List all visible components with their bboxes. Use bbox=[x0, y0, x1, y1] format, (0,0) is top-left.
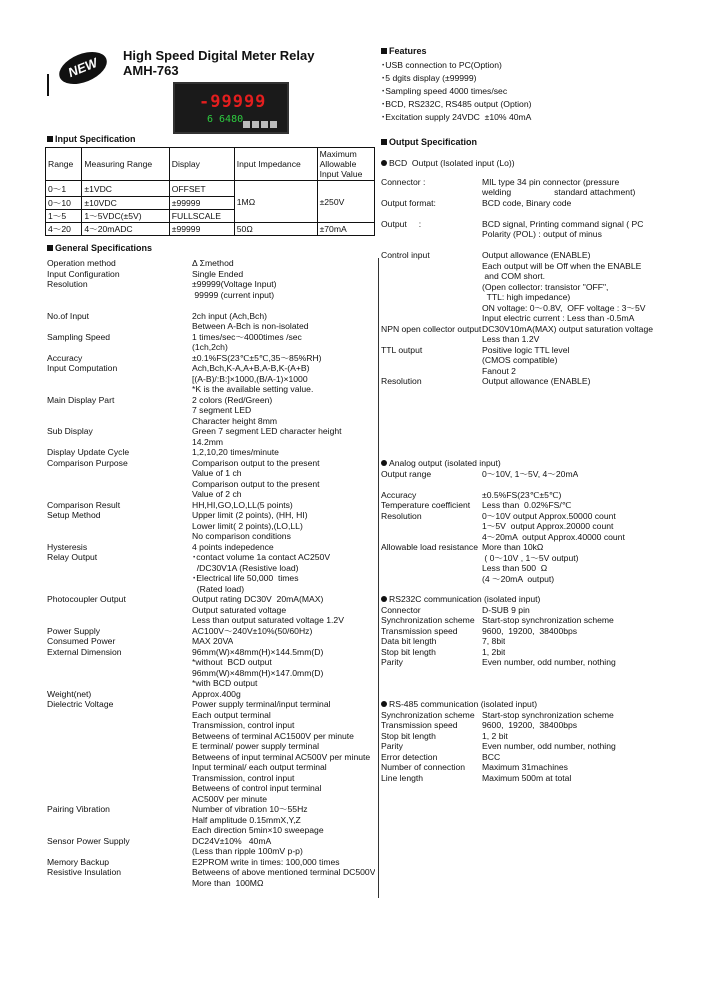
bcd-spec-row bbox=[381, 324, 701, 345]
rs485-spec-value: 1, 2 bit bbox=[482, 730, 508, 741]
rs485-spec-row bbox=[381, 720, 701, 731]
general-spec-label: External Dimension bbox=[47, 646, 122, 657]
bcd-spec-value: Output allowance (ENABLE) bbox=[482, 376, 591, 386]
rs485-spec-value: BCC bbox=[482, 751, 501, 762]
general-spec-label: Sampling Speed bbox=[47, 331, 111, 342]
general-spec-label: Relay Output bbox=[47, 552, 98, 562]
title-line-2: AMH-763 bbox=[123, 63, 179, 78]
new-badge: NEW bbox=[55, 46, 112, 91]
rs485-section bbox=[381, 699, 701, 783]
bcd-spec-row bbox=[381, 208, 701, 219]
general-spec-row bbox=[47, 647, 377, 689]
rs485-spec-value: Start-stop synchronization scheme bbox=[482, 709, 614, 720]
general-spec-label: Hysteresis bbox=[47, 541, 88, 552]
bcd-spec-label: TTL output bbox=[381, 344, 423, 355]
feature-item: ･5 dgits display (±99999) bbox=[381, 73, 477, 83]
rs232-spec-row bbox=[381, 626, 701, 637]
general-spec-value: Green 7 segment LED character height 14.2mm bbox=[192, 426, 342, 447]
bcd-spec-row bbox=[381, 376, 701, 387]
general-spec-value: 1,2,10,20 times/minute bbox=[192, 447, 279, 457]
rs485-spec-label: Number of connection bbox=[381, 762, 466, 772]
general-spec-value: HH,HI,GO,LO,LL(5 points) bbox=[192, 499, 293, 510]
input-spec-heading: Input Specification bbox=[47, 134, 136, 144]
general-spec-label: Sub Display bbox=[47, 426, 93, 436]
general-spec-label: Power Supply bbox=[47, 625, 101, 636]
general-spec-row bbox=[47, 458, 377, 500]
bcd-spec-label: Resolution bbox=[381, 376, 422, 386]
general-spec-label: Weight(net) bbox=[47, 688, 92, 699]
analog-spec-value: ±0.5%FS(23℃±5℃) bbox=[482, 489, 562, 500]
general-spec-value: Comparison output to the present Value of 1 ch Comparison output to the present Value of 2 ch bbox=[192, 457, 320, 499]
general-spec-label: Input Computation bbox=[47, 363, 118, 373]
col-max: Maximum Allowable Input Value bbox=[317, 148, 374, 181]
general-spec-label: Setup Method bbox=[47, 510, 101, 520]
general-spec-row bbox=[47, 689, 377, 700]
general-spec-value: 2ch input (Ach,Bch) Between A-Bch is non-isolated bbox=[192, 310, 309, 331]
general-spec-label: Accuracy bbox=[47, 352, 83, 363]
general-spec-value: E2PROM write in times: 100,000 times bbox=[192, 856, 340, 867]
device-buttons bbox=[243, 115, 283, 125]
rs485-spec-row bbox=[381, 710, 701, 721]
bcd-spec-value: BCD code, Binary code bbox=[482, 197, 572, 208]
rs485-spec-row bbox=[381, 773, 701, 784]
rs232-spec-row bbox=[381, 605, 701, 616]
input-spec-table: Range Measuring Range Display Input Impedance Maximum Allowable Input Value 0～1 ±1VDC OFFSET 1MΩ ±250V 0～10 ±10VDC ±99999 1～5 1～5VDC(±5V) FULLSCALE 4～20 4～20mADC ±99999 50Ω ±70mA bbox=[45, 147, 375, 236]
analog-spec-row bbox=[381, 469, 701, 480]
rs485-spec-label: Stop bit length bbox=[381, 730, 436, 741]
bcd-spec-row bbox=[381, 240, 701, 251]
rs485-spec-label: Error detection bbox=[381, 751, 438, 762]
general-spec-row bbox=[47, 804, 377, 836]
bcd-spec-row bbox=[381, 219, 701, 240]
rs485-spec-label: Synchronization scheme bbox=[381, 709, 475, 720]
bcd-spec-row bbox=[381, 250, 701, 324]
analog-spec-row bbox=[381, 542, 701, 584]
sub-display-digits: 6 6480 bbox=[207, 114, 244, 125]
bcd-spec-value: MIL type 34 pin connector (pressure welding standard attachment) bbox=[482, 176, 636, 197]
general-spec-row bbox=[47, 626, 377, 637]
general-spec-value: 1 times/sec～4000times /sec (1ch,2ch) bbox=[192, 331, 302, 352]
rs485-spec-row bbox=[381, 762, 701, 773]
main-display-digits: -99999 bbox=[199, 92, 267, 112]
bcd-heading: BCD Output (Isolated input (Lo)) bbox=[381, 158, 701, 169]
general-spec-list bbox=[47, 258, 377, 888]
general-spec-row bbox=[47, 699, 377, 804]
general-spec-value: Power supply terminal/input terminal Each output terminal Transmission, control input Betweens of terminal AC1500V per minute E terminal/ power supply terminal Betweens of input terminal AC500V per minute Input terminal/ each output terminal Transmission, control input Betweens of control input terminal AC500V per minute bbox=[192, 699, 371, 804]
page-title bbox=[123, 48, 314, 78]
general-spec-row bbox=[47, 258, 377, 269]
general-spec-value: 96mm(W)×48mm(H)×144.5mm(D) *without BCD output 96mm(W)×48mm(H)×147.0mm(D) *with BCD output bbox=[192, 646, 324, 688]
feature-item: ･BCD, RS232C, RS485 output (Option) bbox=[381, 99, 532, 109]
general-spec-label: Operation method bbox=[47, 258, 116, 268]
rs485-spec-value: Even number, odd number, nothing bbox=[482, 741, 616, 751]
general-spec-label: Comparison Purpose bbox=[47, 457, 128, 468]
general-spec-value: AC100V～240V±10%(50/60Hz) bbox=[192, 625, 313, 636]
bcd-section bbox=[381, 158, 701, 387]
rs232-spec-label: Transmission speed bbox=[381, 625, 458, 636]
rs232-spec-value: Even number, odd number, nothing bbox=[482, 657, 616, 667]
general-spec-value: Single Ended bbox=[192, 268, 244, 279]
general-spec-value: Number of vibration 10～55Hz Half amplitude 0.15mmX,Y,Z Each direction 5min×10 sweepage bbox=[192, 804, 324, 835]
rs485-spec-row bbox=[381, 752, 701, 763]
bcd-spec-label: Connector : bbox=[381, 176, 426, 187]
general-spec-row bbox=[47, 857, 377, 868]
rs485-spec-label: Line length bbox=[381, 772, 424, 783]
analog-spec-label: Temperature coefficient bbox=[381, 500, 471, 510]
analog-section bbox=[381, 458, 701, 584]
general-spec-row bbox=[47, 426, 377, 447]
rs232-spec-value: 7, 8bit bbox=[482, 636, 506, 646]
bcd-spec-row bbox=[381, 177, 701, 198]
general-spec-value: DC24V±10% 40mA (Less than ripple 100mV p-p) bbox=[192, 835, 303, 856]
analog-spec-label: Output range bbox=[381, 468, 432, 479]
general-spec-row bbox=[47, 269, 377, 280]
general-spec-row bbox=[47, 542, 377, 553]
general-spec-row bbox=[47, 552, 377, 594]
rs232-spec-row bbox=[381, 657, 701, 668]
general-spec-value: 4 points indepedence bbox=[192, 541, 274, 552]
rs232-heading: RS232C communication (isolated input) bbox=[381, 594, 701, 605]
general-spec-row bbox=[47, 510, 377, 542]
general-spec-value: Ach,Bch,K-A,A+B,A-B,K-(A+B) [(A-B)/:B:]×1000,(B/A-1)×1000 *K is the available setting value. bbox=[192, 363, 314, 394]
rs232-spec-value: 1, 2bit bbox=[482, 646, 506, 657]
bcd-spec-label: Output : bbox=[381, 218, 422, 229]
rs232-spec-label: Parity bbox=[381, 657, 403, 667]
general-spec-value: Approx.400g bbox=[192, 688, 241, 699]
col-display: Display bbox=[169, 148, 234, 181]
general-spec-row bbox=[47, 353, 377, 364]
bcd-spec-row bbox=[381, 345, 701, 377]
rs485-spec-label: Transmission speed bbox=[381, 720, 458, 730]
general-spec-label: Memory Backup bbox=[47, 856, 110, 867]
rs485-spec-row bbox=[381, 731, 701, 742]
general-spec-label: Main Display Part bbox=[47, 394, 115, 405]
general-spec-label: Input Configuration bbox=[47, 268, 120, 279]
title-line-1: High Speed Digital Meter Relay bbox=[123, 48, 315, 63]
features-heading: Features bbox=[381, 46, 531, 56]
analog-spec-label: Allowable load resistance bbox=[381, 542, 478, 552]
analog-heading: Analog output (isolated input) bbox=[381, 458, 701, 469]
general-spec-label: No.of Input bbox=[47, 310, 90, 321]
general-spec-label: Pairing Vibration bbox=[47, 804, 110, 814]
general-spec-row bbox=[47, 447, 377, 458]
general-spec-value: Upper limit (2 points), (HH, HI) Lower limit( 2 points),(LO,LL) No comparison conditions bbox=[192, 510, 308, 541]
analog-spec-label: Accuracy bbox=[381, 489, 417, 500]
rs232-spec-row bbox=[381, 636, 701, 647]
bcd-spec-label: NPN open collector output bbox=[381, 323, 482, 334]
analog-spec-row bbox=[381, 511, 701, 543]
general-spec-label: Comparison Result bbox=[47, 499, 121, 510]
rs232-spec-label: Data bit length bbox=[381, 636, 437, 646]
general-spec-value: Betweens of above mentioned terminal DC500V More than 100MΩ bbox=[192, 867, 376, 888]
col-impedance: Input Impedance bbox=[234, 148, 317, 181]
analog-spec-label bbox=[381, 479, 482, 490]
general-spec-value: Δ Σmethod bbox=[192, 258, 234, 268]
general-spec-row bbox=[47, 311, 377, 332]
general-spec-label bbox=[47, 300, 192, 311]
bcd-spec-label bbox=[381, 208, 482, 219]
rs232-spec-value: 9600, 19200, 38400bps bbox=[482, 625, 578, 636]
general-spec-label: Sensor Power Supply bbox=[47, 835, 130, 846]
output-spec-heading: Output Specification bbox=[381, 137, 477, 147]
general-spec-value: 2 colors (Red/Green) 7 segment LED Character height 8mm bbox=[192, 394, 278, 426]
general-spec-row bbox=[47, 279, 377, 300]
bcd-spec-row bbox=[381, 198, 701, 209]
general-spec-label: Resistive Insulation bbox=[47, 867, 122, 877]
rs485-spec-label: Parity bbox=[381, 741, 403, 751]
decorative-mark bbox=[47, 74, 49, 96]
bcd-spec-value: Output allowance (ENABLE) Each output will be Off when the ENABLE and COM short. (Open collector: transistor "OFF", TTL: high impedance) ON voltage: 0～0.8V, OFF voltage : 3～5V Input electric current : Less than -0.5mA bbox=[482, 250, 646, 323]
general-spec-label: Dielectric Voltage bbox=[47, 699, 114, 709]
analog-spec-value: 0～10V, 1～5V, 4～20mA bbox=[482, 468, 579, 479]
bcd-spec-label: Control input bbox=[381, 250, 430, 260]
feature-item: ･Excitation supply 24VDC ±10% 40mA bbox=[381, 112, 532, 122]
analog-spec-value: 0～10V output Approx.50000 count 1～5V output Approx.20000 count 4～20mA output Approx.40000 count bbox=[482, 510, 625, 542]
analog-spec-label: Resolution bbox=[381, 510, 422, 521]
analog-spec-value: More than 10kΩ ( 0～10V , 1～5V output) Less than 500 Ω (4 ～20mA output) bbox=[482, 542, 579, 584]
general-spec-value: ･contact volume 1a contact AC250V /DC30V1A (Resistive load) ･Electrical life 50,000 times (Rated load) bbox=[192, 552, 331, 594]
rs232-spec-value: D-SUB 9 pin bbox=[482, 604, 530, 615]
bcd-spec-value: DC30V10mA(MAX) output saturation voltage Less than 1.2V bbox=[482, 323, 654, 344]
analog-spec-row bbox=[381, 479, 701, 490]
rs485-spec-row bbox=[381, 741, 701, 752]
general-spec-row bbox=[47, 594, 377, 626]
general-spec-row bbox=[47, 332, 377, 353]
rs232-spec-row bbox=[381, 647, 701, 658]
col-measuring: Measuring Range bbox=[82, 148, 169, 181]
rs232-spec-label: Synchronization scheme bbox=[381, 615, 475, 625]
rs232-spec-label: Stop bit length bbox=[381, 646, 436, 657]
analog-spec-row bbox=[381, 500, 701, 511]
rs485-spec-value: 9600, 19200, 38400bps bbox=[482, 720, 578, 730]
general-spec-row bbox=[47, 395, 377, 427]
rs232-section bbox=[381, 594, 701, 668]
rs485-heading: RS-485 communication (isolated input) bbox=[381, 699, 701, 710]
rs232-spec-value: Start-stop synchronization scheme bbox=[482, 615, 614, 625]
rs485-spec-value: Maximum 31machines bbox=[482, 762, 568, 772]
general-spec-row bbox=[47, 300, 377, 311]
general-spec-row bbox=[47, 636, 377, 647]
general-spec-label: Photocoupler Output bbox=[47, 594, 126, 604]
analog-spec-value: Less than 0.02%FS/℃ bbox=[482, 500, 572, 510]
general-spec-label: Consumed Power bbox=[47, 636, 116, 646]
general-spec-heading: General Specifications bbox=[47, 243, 152, 253]
general-spec-value: MAX 20VA bbox=[192, 636, 234, 646]
general-spec-value: ±0.1%FS(23℃±5℃,35～85%RH) bbox=[192, 352, 322, 363]
rs232-spec-row bbox=[381, 615, 701, 626]
bcd-spec-value: BCD signal, Printing command signal ( PC Polarity (POL) : output of minus bbox=[482, 218, 644, 239]
bcd-spec-label bbox=[381, 240, 482, 251]
general-spec-label: Resolution bbox=[47, 279, 88, 289]
general-spec-row bbox=[47, 363, 377, 395]
general-spec-value: ±99999(Voltage Input) 99999 (current input) bbox=[192, 279, 277, 300]
analog-spec-row bbox=[381, 490, 701, 501]
general-spec-row bbox=[47, 500, 377, 511]
rs485-spec-value: Maximum 500m at total bbox=[482, 772, 572, 783]
rs232-spec-label: Connector bbox=[381, 604, 421, 615]
general-spec-label: Display Update Cycle bbox=[47, 447, 130, 457]
feature-item: ･USB connection to PC(Option) bbox=[381, 60, 502, 70]
col-range: Range bbox=[46, 148, 82, 181]
features-section bbox=[381, 46, 531, 124]
meter-device-image bbox=[173, 82, 289, 134]
bcd-spec-value: Positive logic TTL level (CMOS compatible) Fanout 2 bbox=[482, 344, 570, 376]
general-spec-row bbox=[47, 867, 377, 888]
general-spec-value: Output rating DC30V 20mA(MAX) Output saturated voltage Less than output saturated voltage 1.2V bbox=[192, 594, 344, 625]
feature-item: ･Sampling speed 4000 times/sec bbox=[381, 86, 508, 96]
column-divider bbox=[378, 258, 379, 898]
bcd-spec-label: Output format: bbox=[381, 197, 436, 208]
general-spec-row bbox=[47, 836, 377, 857]
